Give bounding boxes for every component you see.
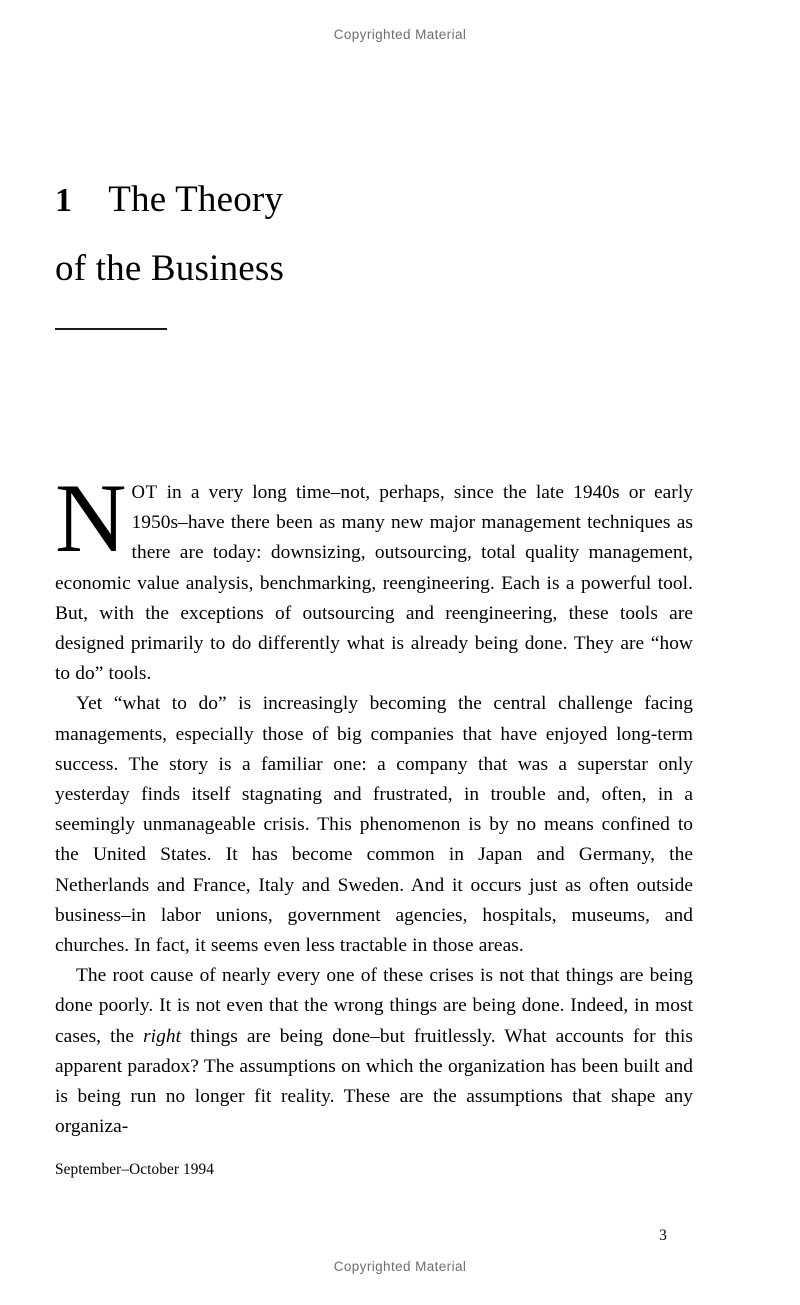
paragraph-1-smallcaps: OT <box>131 482 158 503</box>
paragraph-1-text: in a very long time–not, perhaps, since the late 1940s or early 1950s–have there been as many new major management techniques as there are today: downsizing, outsourcing, total quality management, economic value analysis, benchmarking, reengineering. Each is a powerful tool. But, with the exceptions of outsourcing and reengineering, these tools are designed primarily to do differently what is already being done. They are “how to do” tools. <box>55 482 693 685</box>
paragraph-3-text-part-1: The root cause of nearly every one of these crises is not that things are being done poorly. It is not even that the wrong things are being done. Indeed, in most cases, the <box>55 965 693 1047</box>
paragraph-2: Yet “what to do” is increasingly becoming the central challenge facing managements, especially those of big companies that have enjoyed long-term success. The story is a familiar one: a company that was a superstar only yesterday finds itself stagnating and frustrated, in trouble and, often, in a seemingly unmanageable crisis. This phenomenon is by no means confined to the United States. It has become common in Japan and Germany, the Netherlands and France, Italy and Sweden. And it occurs just as often outside business–in labor unions, government agencies, hospitals, museums, and churches. In fact, it seems even less tractable in those areas. <box>55 693 693 957</box>
paragraph-3-text-part-2: things are being done–but fruitlessly. What accounts for this apparent paradox? The assumptions on which the organization has been built and is being run no longer fit reality. These are the assumptions that shape any organiza- <box>55 1025 693 1138</box>
page-number: 3 <box>659 1227 667 1244</box>
issue-date-footnote: September–October 1994 <box>55 1161 214 1178</box>
chapter-title-line-1: The Theory <box>108 179 284 220</box>
copyright-watermark-top: Copyrighted Material <box>333 27 467 42</box>
chapter-title-line-2: of the Business <box>55 248 285 289</box>
copyright-watermark-bottom: Copyrighted Material <box>333 1259 467 1274</box>
paragraph-1 <box>55 464 693 689</box>
chapter-number: 1 <box>55 182 73 219</box>
chapter-heading-line-2 <box>55 235 695 303</box>
paragraph-3 <box>55 961 693 1142</box>
body-text <box>55 464 693 1142</box>
drop-cap-letter: N <box>55 464 127 573</box>
chapter-heading-line-1 <box>55 166 695 235</box>
paragraph-3-emphasis: right <box>143 1025 182 1047</box>
chapter-heading <box>55 166 695 303</box>
heading-divider-rule <box>55 328 167 330</box>
